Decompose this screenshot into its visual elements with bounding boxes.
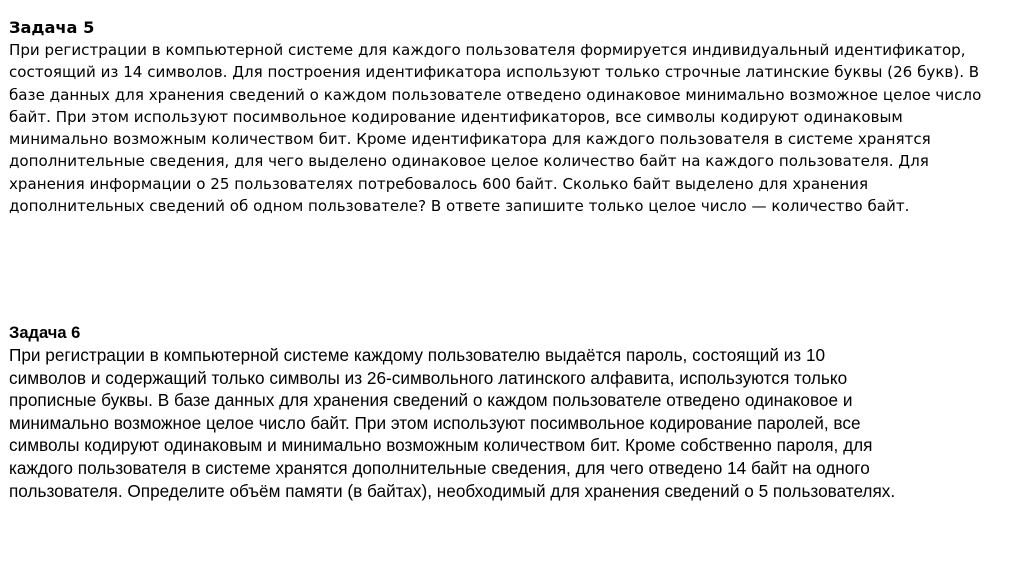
task-5-text	[9, 39, 1009, 217]
task-6-text	[9, 344, 1019, 502]
task-6-line: каждого пользователя в системе хранятся дополнительные сведения, для чего отведено 14 байт на одного	[9, 457, 870, 478]
task-6-title: Задача 6	[9, 324, 81, 342]
task-6-line: символов и содержащий только символы из 26-символьного латинского алфавита, используются только	[9, 367, 848, 388]
task-6-line: пользователя. Определите объём памяти (в байтах), необходимый для хранения сведений о 5 пользователях.	[9, 480, 896, 501]
task-5-line: состоящий из 14 символов. Для построения идентификатора используют только строчные латинские буквы (26 букв). В	[9, 63, 980, 82]
task-6-line: минимально возможное целое число байт. При этом используют посимвольное кодирование паролей, все	[9, 412, 861, 433]
task-5-line: При регистрации в компьютерной системе для каждого пользователя формируется индивидуальный идентификатор,	[9, 41, 966, 59]
task-5-line: хранения информации о 25 пользователях потребовалось 600 байт. Сколько байт выделено для хранения	[9, 174, 869, 193]
task-5-line: дополнительные сведения, для чего выделено одинаковое целое количество байт на каждого пользователя. Для	[9, 152, 929, 171]
task-5-line: байт. При этом используют посимвольное кодирование идентификаторов, все символы кодируют одинаковым	[9, 107, 903, 126]
task-6-line: При регистрации в компьютерной системе каждому пользователю выдаётся пароль, состоящий из 10	[9, 345, 826, 365]
task-5-block	[9, 17, 1009, 217]
task-5-line: дополнительных сведений об одном пользователе? В ответе запишите только целое число — количество байт.	[9, 197, 910, 216]
task-5-line: базе данных для хранения сведений о каждом пользователе отведено одинаковое минимально возможное целое число	[9, 85, 982, 104]
task-5-line: минимально возможным количеством бит. Кроме идентификатора для каждого пользователя в системе хранятся	[9, 130, 931, 149]
task-6-block	[9, 323, 1019, 502]
task-5-title: Задача 5	[9, 18, 95, 37]
task-6-line: символы кодируют одинаковым и минимально возможным количеством бит. Кроме собственно пароля, для	[9, 435, 873, 456]
task-6-line: прописные буквы. В базе данных для хранения сведений о каждом пользователе отведено одинаковое и	[9, 390, 853, 411]
